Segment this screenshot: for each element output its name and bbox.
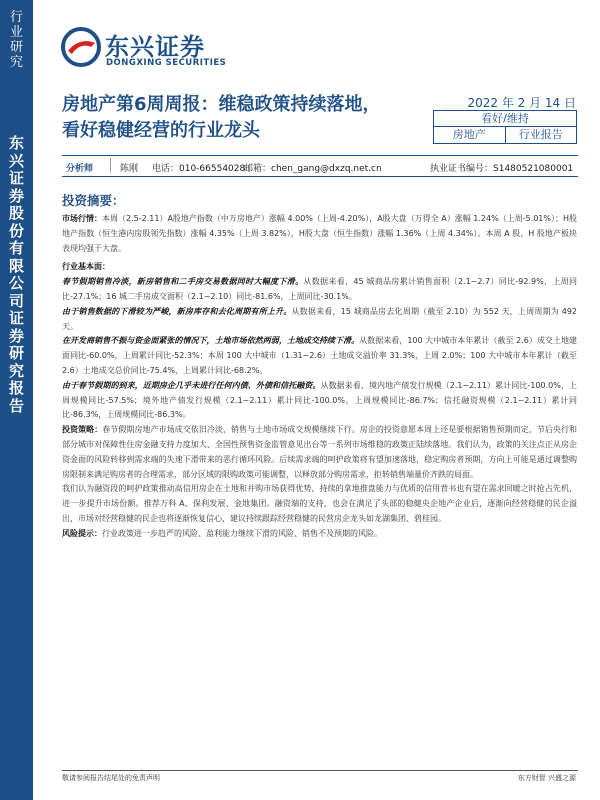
basics-text-1: 从数据来看，45 城商品房累计销售面积（2.1~2.7）同比-92.9%，上周同比-27.1%；16 城二手房成交面积（2.1~2.10）同比-81.6%，上周同比-30.1%。: [62, 277, 578, 301]
logo-mark-icon: [61, 27, 101, 67]
analyst-phone: 电话：010-66554028: [152, 164, 246, 174]
basics-paragraph-1: [62, 275, 577, 305]
summary-title: 投资摘要：: [62, 193, 125, 208]
market-label: 市场行情：: [62, 214, 103, 223]
tag-sector: 房地产: [452, 128, 486, 141]
market-text: 本周（2.5-2.11）A股地产指数（中万房地产）涨幅 4.00%（上周-4.20%），A股大盘（万得全 A）涨幅 1.24%（上周-5.01%）；H股地产指数（恒生港内房股领先指数）涨幅 4.35%（上周 3.82%），H股大盘（恒生指数）涨幅 1.36%（上周 4.34%）。本周 A 股、H 股地产板块表现均强于大盘。: [62, 214, 577, 253]
analyst-email-group: [244, 161, 382, 174]
strategy-paragraph-2: 我们认为融资段的呵护政策推动高信用房企在土地和并购市场获得优势，持续的拿地推盘能力与优质的信用背书也有望在需求回暖之时抢占先机，进一步提升市场份额。推荐万科 A、保利发展、金地集团。融资端的支持，也会在满足了头部的稳健央企地产企业后，逐渐向经营稳健的民企溢出，市场对经营稳健的民企也将逐渐恢复信心，建议持续跟踪经营稳健的民营房企龙头如龙湖集团、碧桂园。: [62, 484, 577, 523]
rating-badge: 看好/维持: [433, 110, 577, 127]
basics-heading: [62, 260, 577, 275]
report-title-line1: 房地产第6周周报：维稳政策持续落地，: [62, 94, 381, 115]
logo-text-en: DONGXING SECURITIES: [106, 58, 227, 68]
basics-label: 行业基本面：: [62, 262, 110, 272]
strategy-label: 投资策略：: [62, 425, 103, 435]
basics-paragraph-3: [62, 334, 577, 378]
logo: [61, 27, 227, 73]
sidebar-label-main: 东 兴 证 券 股 份 有 限 公 司 证 券 研 究 报 告: [8, 134, 24, 415]
divider-analyst: [62, 176, 578, 177]
basics-text-4: 从数据来看，境内地产债发行规模（2.1~2.11）累计同比-100.0%，上周规模同比-57.5%；境外地产债发行规模（2.1~2.11）累计同比-100.0%，上周规模同比-86.7%；信托融资规模（2.1~2.11）累计同比-86.3%，上周规模同比-86.3%。: [62, 380, 577, 420]
risk-label: 风险提示：: [62, 528, 102, 538]
analyst-cert: 执业证书编号：S1480521080001: [430, 164, 574, 174]
basics-highlight-4: 由于春节假期的到来，近期房企几乎未进行任何内债、外债和信托融资。: [62, 380, 321, 390]
footer-slogan: 东方财智 兴盛之源: [517, 774, 576, 782]
report-date: 2022 年 2 月 14 日: [467, 96, 576, 110]
basics-text-3: 从数据来看，100 大中城市本年累计（截至 2.6）成交土地建面同比-60.0%，上周累计同比-52.3%；本周 100 大中城市（1.31~2.6）土地成交溢价率 31.3%，上周 2.0%；100 大中城市本年累计（截至 2.6）土地成交总价同比-75.4%，上周累计同比-68.2%。: [62, 336, 578, 375]
sidebar-label-top: 行 业 研 究: [9, 10, 23, 70]
footer-disclaimer: 敬请参阅报告结尾处的免责声明: [62, 774, 160, 782]
basics-paragraph-4: [62, 379, 577, 423]
basics-text-2: 从数据来看，15 城商品房去化周期（截至 2.10）为 552 天，上周周期为 492 天。: [62, 306, 577, 331]
divider: [110, 158, 111, 172]
report-title: [62, 92, 381, 144]
analyst-email[interactable]: chen_gang@dxzq.net.cn: [271, 164, 382, 174]
logo-text-cn: 东兴证券: [105, 33, 205, 61]
summary-body: [62, 212, 577, 542]
basics-highlight-3: 在开发商销售不振与资金面紧张的情况下，土地市场依然两弱，土地成交持续下滑。: [62, 336, 360, 346]
divider-top: [62, 155, 578, 156]
market-paragraph: [62, 212, 577, 256]
analyst-email-label: 邮箱：: [244, 164, 272, 174]
sidebar: [0, 0, 33, 800]
report-tags: [433, 126, 577, 144]
basics-highlight-2: 由于销售数据的下滑较为严峻，新房库存和去化周期有所上升。: [62, 306, 292, 316]
report-title-line2: 看好稳健经营的行业龙头: [62, 120, 260, 141]
basics-highlight-1: 春节假期销售冷淡，新房销售和二手房交易数据同时大幅度下滑。: [62, 277, 304, 287]
analyst-name: 陈刚: [120, 164, 139, 174]
risk-text: 行业政策进一步趋严的风险、盈利能力继续下滑的风险、销售不及预期的风险。: [102, 528, 382, 538]
basics-paragraph-2: [62, 305, 577, 335]
strategy-paragraph: [62, 423, 577, 482]
footer-divider: [62, 770, 578, 771]
risk-paragraph: [62, 527, 577, 542]
analyst-role: 分析师: [66, 164, 94, 174]
tag-type: 行业报告: [505, 126, 577, 143]
strategy-text: 春节假期房地产市场成交依旧冷淡，销售与土地市场成交规模继续下行。房企的投资意愿本周上还是要根据销售预期而定，节后央行和部分城市对保障性住房金融支持力度加大、全国性预售资金监管意见出台等一系列市场维稳的政策正陆续落地。我们认为，政策的关注点正从房企资金面的风险转移到需求端的失速下滑带来的恶行循环风险。后续需求端的呵护政策将有望加速落地，稳定购房者预期，方向上可能是通过调整购房限制来满足购房者的合理需求，部分区域的限购政策可能调整，以释放部分购房需求，拒转销售端量价齐跌的局面。: [62, 425, 578, 479]
